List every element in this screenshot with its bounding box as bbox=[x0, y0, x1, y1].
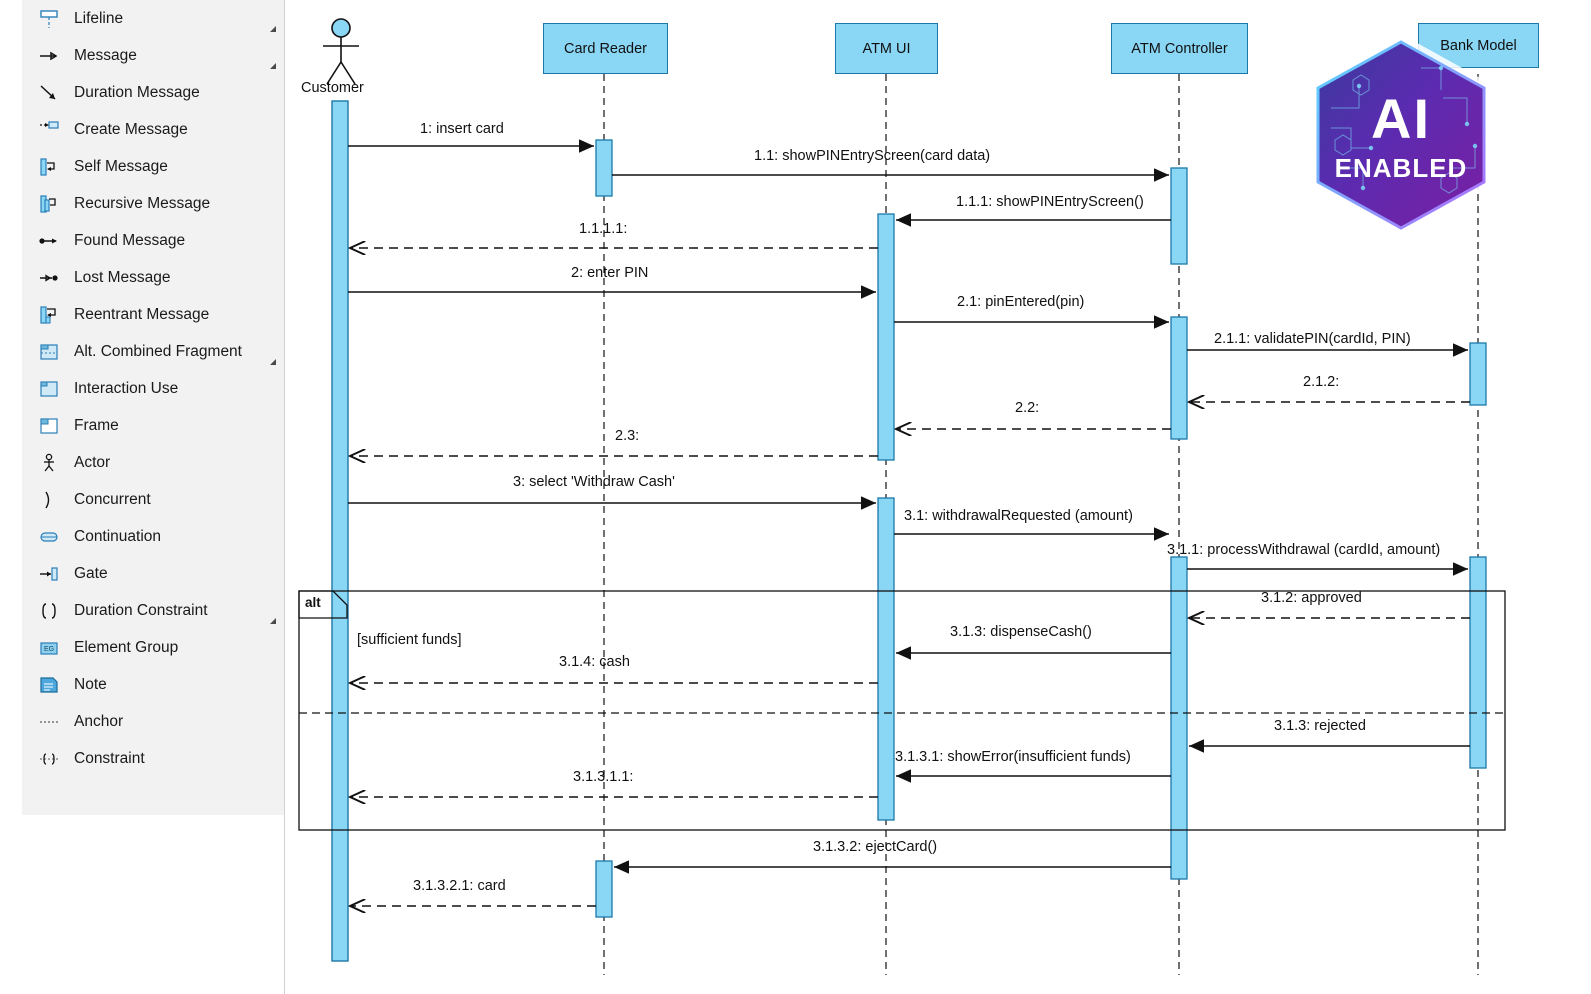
palette-item-alt-combined-fragment[interactable] bbox=[22, 333, 284, 370]
continuation-icon bbox=[38, 526, 60, 548]
concurrent-icon bbox=[38, 489, 60, 511]
svg-text:EG: EG bbox=[43, 645, 55, 653]
message-label: 3: select 'Withdraw Cash' bbox=[513, 474, 675, 490]
palette-item-label: Constraint bbox=[74, 749, 145, 767]
palette-item-duration-constraint[interactable] bbox=[22, 592, 284, 629]
message-label: 3.1.4: cash bbox=[559, 654, 630, 670]
lost-message-icon bbox=[38, 267, 60, 289]
palette-item-label: Interaction Use bbox=[74, 379, 179, 397]
element-group-icon bbox=[38, 637, 60, 659]
actor-icon bbox=[38, 452, 60, 474]
interaction-use-icon bbox=[38, 378, 60, 400]
palette-item-recursive-message[interactable] bbox=[22, 185, 284, 222]
palette-item-create-message[interactable] bbox=[22, 111, 284, 148]
expand-arrow-icon[interactable] bbox=[270, 63, 276, 69]
lifeline-head-atm-controller[interactable] bbox=[1111, 23, 1248, 74]
alt-operator-label: alt bbox=[305, 595, 321, 610]
palette-item-reentrant-message[interactable] bbox=[22, 296, 284, 333]
palette-item-label: Found Message bbox=[74, 231, 186, 249]
lifeline-head-atm-ui[interactable] bbox=[835, 23, 938, 74]
gate-icon bbox=[38, 563, 60, 585]
palette-item-label: Duration Constraint bbox=[74, 601, 208, 619]
palette-item-label: Recursive Message bbox=[74, 194, 211, 212]
palette-item-constraint[interactable] bbox=[22, 740, 284, 777]
message-label: 3.1.3: dispenseCash() bbox=[950, 624, 1092, 640]
note-icon bbox=[38, 674, 60, 696]
palette-item-continuation[interactable] bbox=[22, 518, 284, 555]
palette-item-anchor[interactable] bbox=[22, 703, 284, 740]
palette-item-gate[interactable] bbox=[22, 555, 284, 592]
palette-item-interaction-use[interactable] bbox=[22, 370, 284, 407]
found-message-icon bbox=[38, 230, 60, 252]
palette-item-label: Frame bbox=[74, 416, 119, 434]
message-label: 1: insert card bbox=[420, 121, 504, 137]
ai-enabled-badge bbox=[1291, 28, 1511, 246]
palette-item-label: Gate bbox=[74, 564, 108, 582]
message-label: 3.1.2: approved bbox=[1261, 590, 1362, 606]
reentrant-message-icon bbox=[38, 304, 60, 326]
palette-item-label: Duration Message bbox=[74, 83, 200, 101]
palette-item-message[interactable] bbox=[22, 37, 284, 74]
palette-item-label: Note bbox=[74, 675, 107, 693]
palette-item-duration-message[interactable] bbox=[22, 74, 284, 111]
message-label: 2: enter PIN bbox=[571, 265, 649, 281]
palette-item-concurrent[interactable] bbox=[22, 481, 284, 518]
palette-item-label: Lost Message bbox=[74, 268, 171, 286]
message-label: 1.1.1: showPINEntryScreen() bbox=[956, 194, 1144, 210]
palette-item-actor[interactable] bbox=[22, 444, 284, 481]
duration-message-icon bbox=[38, 82, 60, 104]
palette-item-element-group[interactable] bbox=[22, 629, 284, 666]
message-arrow-icon bbox=[38, 45, 60, 67]
message-label: 1.1: showPINEntryScreen(card data) bbox=[754, 148, 991, 164]
recursive-message-icon bbox=[38, 193, 60, 215]
expand-arrow-icon[interactable] bbox=[270, 618, 276, 624]
lifeline-icon bbox=[38, 8, 60, 30]
palette-item-label: Self Message bbox=[74, 157, 168, 175]
ai-badge-subtitle: ENABLED bbox=[1334, 153, 1468, 183]
palette-item-self-message[interactable] bbox=[22, 148, 284, 185]
duration-constraint-icon bbox=[38, 600, 60, 622]
actor-customer bbox=[323, 19, 359, 961]
message-label: 3.1.3.1: showError(insufficient funds) bbox=[895, 749, 1131, 765]
palette-item-label: Lifeline bbox=[74, 9, 124, 27]
alt-fragment bbox=[299, 591, 1505, 830]
palette-item-label: Actor bbox=[74, 453, 111, 471]
lifeline-name: Bank Model bbox=[1440, 37, 1517, 54]
lifeline-name: Card Reader bbox=[563, 40, 647, 57]
lifeline-name: ATM Controller bbox=[1131, 40, 1228, 57]
expand-arrow-icon[interactable] bbox=[270, 359, 276, 365]
palette-item-note[interactable] bbox=[22, 666, 284, 703]
message-label: 2.3: bbox=[615, 428, 640, 444]
palette-item-label: Element Group bbox=[74, 638, 179, 656]
palette-item-frame[interactable] bbox=[22, 407, 284, 444]
palette-item-label: Concurrent bbox=[74, 490, 151, 508]
alt-guard-label: [sufficient funds] bbox=[357, 632, 462, 648]
element-palette bbox=[22, 0, 285, 815]
alt-fragment-icon bbox=[38, 341, 60, 363]
frame-icon bbox=[38, 415, 60, 437]
message-label: 1.1.1.1: bbox=[579, 221, 628, 237]
actor-label: Customer bbox=[301, 80, 364, 96]
palette-item-lifeline[interactable] bbox=[22, 0, 284, 37]
message-label: 3.1: withdrawalRequested (amount) bbox=[904, 508, 1133, 524]
message-label: 3.1.3.2: ejectCard() bbox=[813, 839, 938, 855]
palette-item-label: Anchor bbox=[74, 712, 124, 730]
message-label: 3.1.3.2.1: card bbox=[413, 878, 506, 894]
message-label: 2.1.2: bbox=[1303, 374, 1340, 390]
ai-badge-title: AI bbox=[1371, 87, 1431, 150]
message-label: 3.1.3: rejected bbox=[1274, 718, 1366, 734]
palette-item-label: Reentrant Message bbox=[74, 305, 210, 323]
palette-item-label: Continuation bbox=[74, 527, 162, 545]
constraint-icon bbox=[38, 748, 60, 770]
create-message-icon bbox=[38, 119, 60, 141]
lifeline-name: ATM UI bbox=[862, 40, 911, 57]
message-label: 2.1.1: validatePIN(cardId, PIN) bbox=[1214, 331, 1411, 347]
message-label: 2.2: bbox=[1015, 400, 1040, 416]
self-message-icon bbox=[38, 156, 60, 178]
message-label: 3.1.3.1.1: bbox=[573, 769, 634, 785]
palette-item-label: Create Message bbox=[74, 120, 188, 138]
palette-item-lost-message[interactable] bbox=[22, 259, 284, 296]
message-label: 3.1.1: processWithdrawal (cardId, amount) bbox=[1167, 542, 1441, 558]
message-label: 2.1: pinEntered(pin) bbox=[957, 294, 1085, 310]
palette-item-found-message[interactable] bbox=[22, 222, 284, 259]
lifeline-head-card-reader[interactable] bbox=[543, 23, 668, 74]
palette-item-label: Message bbox=[74, 46, 137, 64]
anchor-icon bbox=[38, 711, 60, 733]
expand-arrow-icon[interactable] bbox=[270, 26, 276, 32]
diagram-canvas[interactable] bbox=[284, 0, 1591, 994]
palette-item-label: Alt. Combined Fragment bbox=[74, 342, 242, 360]
